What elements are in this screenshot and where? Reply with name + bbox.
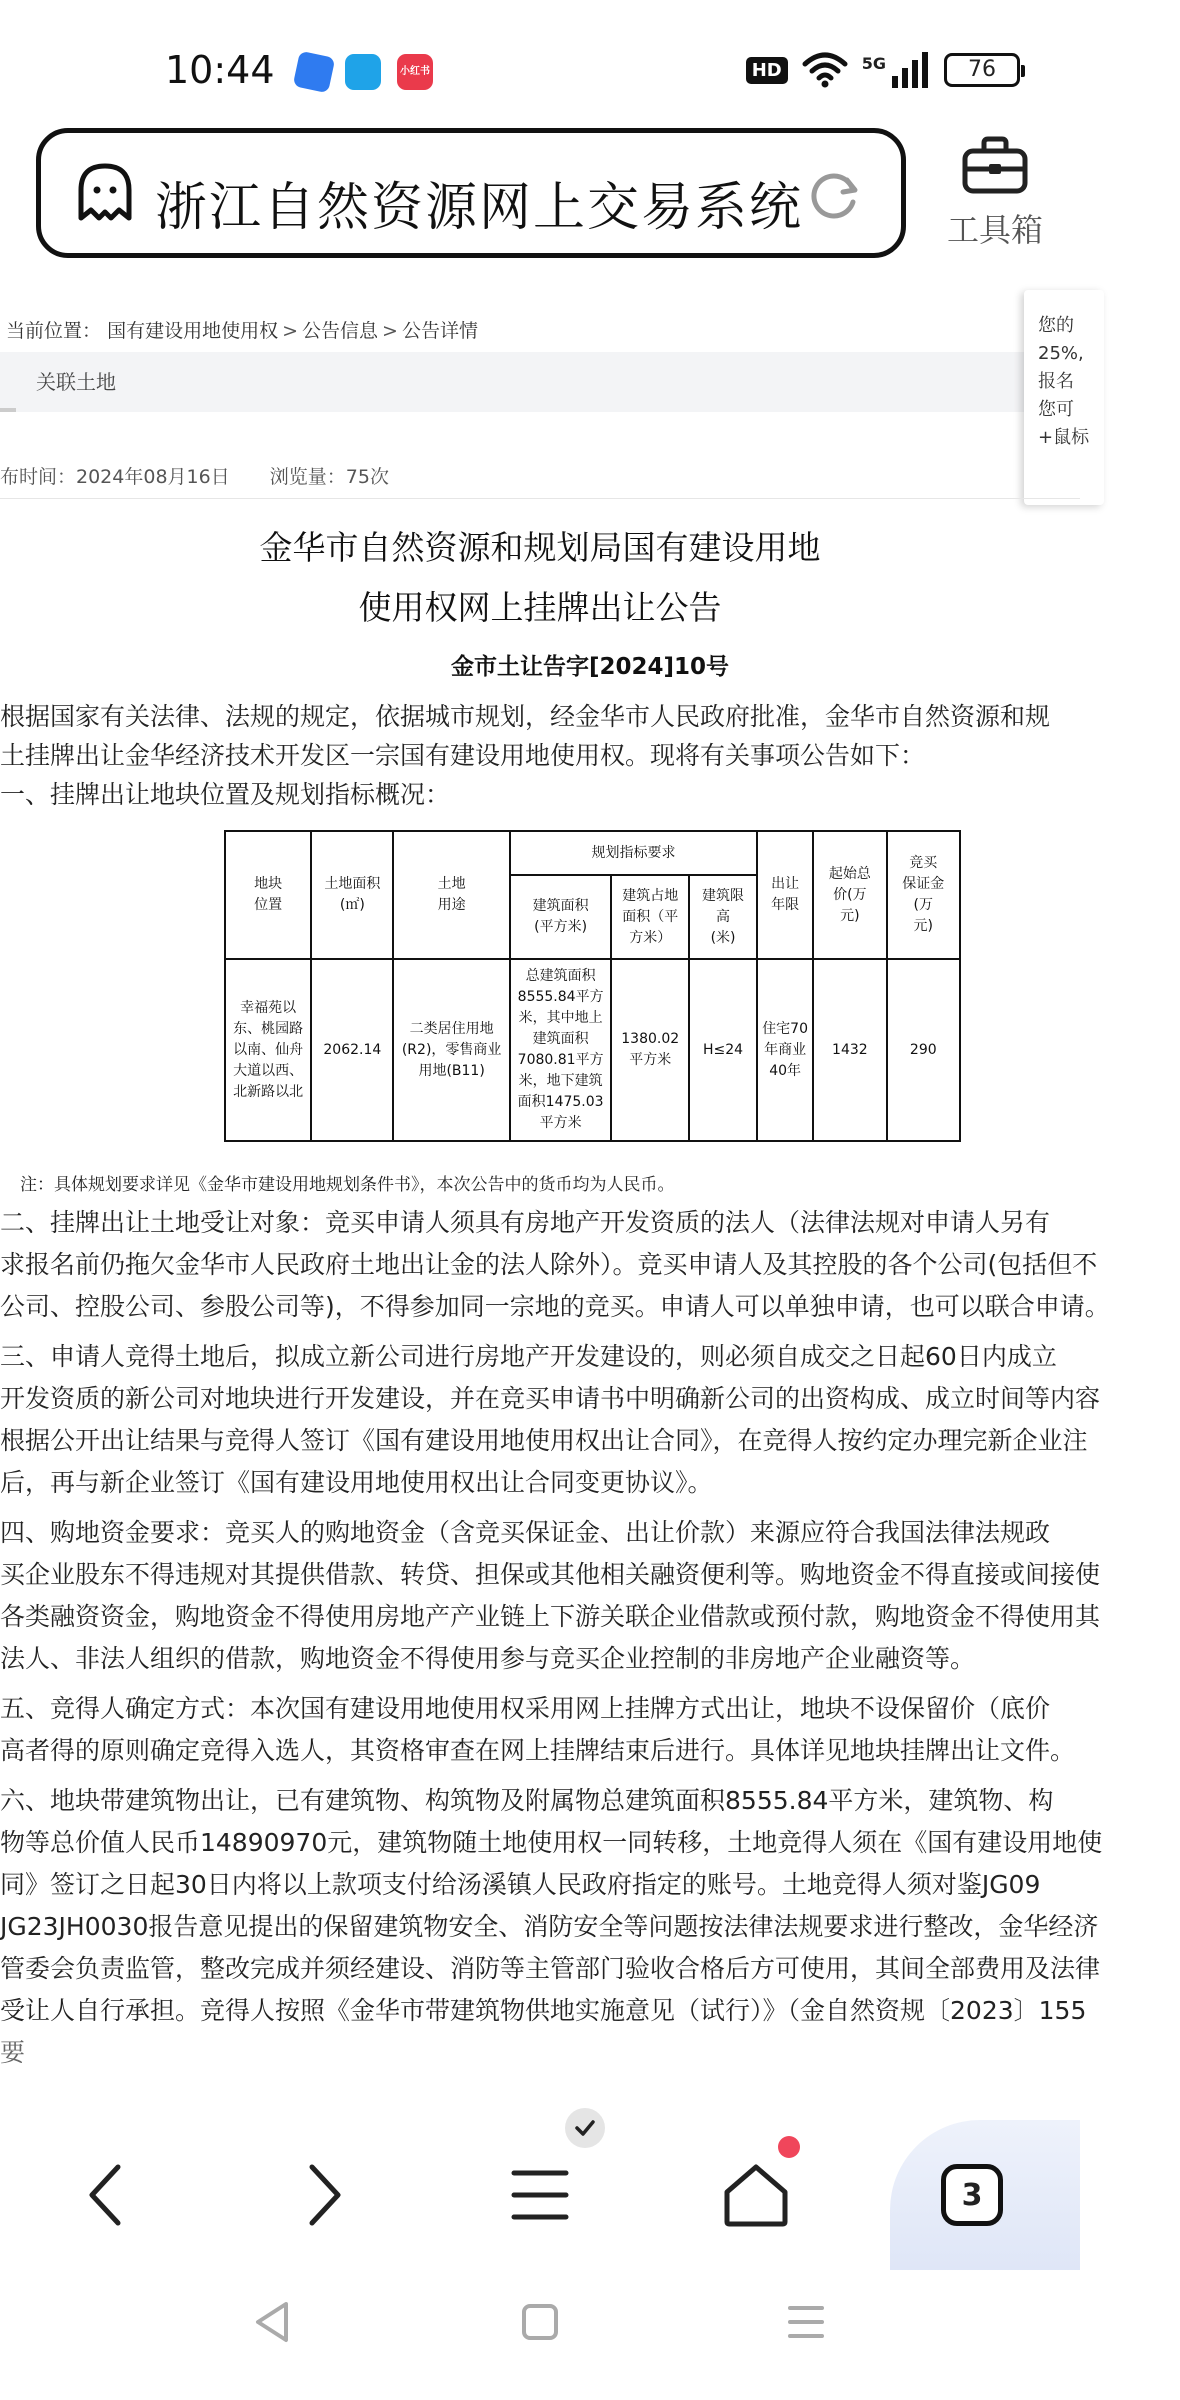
app-notification-icon	[345, 54, 381, 90]
td-start-price: 1432	[813, 959, 886, 1141]
th-area: 土地面积 (㎡)	[311, 831, 393, 959]
paragraph-line: 管委会负责监管，整改完成并须经建设、消防等主管部门验收合格后方可使用，其间全部费用及法律	[0, 1954, 1101, 1983]
browser-bottom-nav	[0, 2120, 1080, 2270]
system-navigation-bar	[0, 2270, 1080, 2400]
side-tip-line: 您的	[1038, 315, 1074, 336]
td-floor-area: 总建筑面积8555.84平方米，其中地上建筑面积7080.81平方米，地下建筑面积1475.03平方米	[510, 959, 611, 1141]
notice-number: 金市土让告字[2024]10号	[450, 654, 730, 680]
toolbox-label: 工具箱	[946, 211, 1043, 249]
notice-title-line1: 金华市自然资源和规划局国有建设用地	[259, 528, 821, 567]
side-tip-line: 报名	[1038, 371, 1074, 392]
xiaohongshu-notification-icon: 小红书	[397, 54, 433, 90]
app-notification-icon	[293, 51, 336, 94]
system-back-icon[interactable]	[252, 2300, 292, 2344]
page-title[interactable]: 浙江自然资源网上交易系统	[155, 178, 804, 238]
home-button[interactable]	[706, 2150, 806, 2240]
td-use: 二类居住用地(R2)，零售商业用地(B11)	[393, 959, 510, 1141]
status-time: 10:44	[165, 48, 275, 92]
wifi-icon	[802, 52, 848, 88]
td-location: 幸福苑以东、桃园路以南、仙舟大道以西、北新路以北	[225, 959, 311, 1141]
tab-related-land[interactable]: 关联土地	[36, 370, 116, 394]
breadcrumb-link[interactable]: 公告信息	[302, 320, 379, 342]
system-home-icon[interactable]	[520, 2302, 560, 2342]
td-term: 住宅70年商业40年	[757, 959, 813, 1141]
th-footprint: 建筑占地 面积（平 方米）	[611, 875, 689, 959]
td-deposit: 290	[887, 959, 960, 1141]
menu-icon	[510, 2167, 570, 2223]
th-deposit: 竞买 保证金 (万 元)	[887, 831, 960, 959]
address-bar[interactable]	[36, 128, 906, 258]
tab-indicator	[0, 408, 16, 412]
paragraph-line: 二、挂牌出让土地受让对象：竞买申请人须具有房地产开发资质的法人（法律法规对申请人另有	[0, 1208, 1051, 1237]
td-footprint: 1380.02平方米	[611, 959, 689, 1141]
chevron-right-icon	[304, 2163, 344, 2227]
status-bar	[0, 0, 1080, 130]
web-content[interactable]	[0, 290, 1110, 2120]
hd-badge: HD	[746, 57, 788, 84]
site-mascot-icon	[73, 160, 137, 224]
publish-time: 布时间：2024年08月16日	[0, 466, 230, 488]
paragraph-line: 三、申请人竞得土地后，拟成立新公司进行房地产开发建设的，则必须自成交之日起60日内成立	[0, 1342, 1057, 1371]
paragraph-line: 买企业股东不得违规对其提供借款、转贷、担保或其他相关融资便利等。购地资金不得直接或间接使	[0, 1560, 1101, 1589]
paragraph-line: 高者得的原则确定竞得入选人，其资格审查在网上挂牌结束后进行。具体详见地块挂牌出让文件。	[0, 1736, 1076, 1765]
paragraph-line: 法人、非法人组织的借款，购地资金不得使用参与竞买企业控制的非房地产企业融资等。	[0, 1644, 976, 1673]
th-floor-area: 建筑面积 (平方米)	[510, 875, 611, 959]
th-planning: 规划指标要求	[510, 831, 757, 875]
chevron-left-icon	[86, 2163, 126, 2227]
reload-icon[interactable]	[807, 168, 863, 224]
signal-icon	[890, 52, 930, 88]
paragraph-line: 五、竞得人确定方式：本次国有建设用地使用权采用网上挂牌方式出让，地块不设保留价（底价	[0, 1694, 1051, 1723]
battery-indicator: 76	[944, 53, 1020, 87]
toolbox-button[interactable]	[940, 135, 1050, 255]
tab-count: 3	[941, 2164, 1003, 2226]
forward-button[interactable]	[274, 2150, 374, 2240]
th-use: 土地 用途	[393, 831, 510, 959]
paragraph-line: 根据国家有关法律、法规的规定，依据城市规划，经金华市人民政府批准，金华市自然资源和规	[0, 702, 1051, 731]
paragraph-line: 土挂牌出让金华经济技术开发区一宗国有建设用地使用权。现将有关事项公告如下：	[0, 741, 926, 770]
tab-strip	[0, 352, 1030, 412]
table-note: 注：具体规划要求详见《金华市建设用地规划条件书》，本次公告中的货币均为人民币。	[20, 1175, 675, 1195]
paragraph-line: 同》签订之日起30日内将以上款项支付给汤溪镇人民政府指定的账号。土地竞得人须对鉴JG09	[0, 1870, 1041, 1899]
network-type: 5G	[861, 53, 886, 73]
paragraph-line: 物等总价值人民币14890970元，建筑物随土地使用权一同转移，土地竞得人须在《国有建设用地使	[0, 1828, 1103, 1857]
land-info-table	[224, 830, 961, 1142]
divider	[0, 498, 1080, 499]
paragraph-line: 六、地块带建筑物出让，已有建筑物、构筑物及附属物总建筑面积8555.84平方米，建筑物、构	[0, 1786, 1054, 1815]
breadcrumb-link[interactable]: 国有建设用地使用权	[107, 320, 279, 342]
paragraph-line: 根据公开出让结果与竞得人签订《国有建设用地使用权出让合同》，在竞得人按约定办理完新企业注	[0, 1426, 1088, 1455]
breadcrumb: 当前位置： 国有建设用地使用权 > 公告信息 > 公告详情	[6, 320, 478, 342]
notification-dot	[778, 2136, 800, 2158]
side-tip-popup[interactable]	[1024, 290, 1104, 505]
th-term: 出让 年限	[757, 831, 813, 959]
status-indicators	[746, 50, 1020, 90]
td-area: 2062.14	[311, 959, 393, 1141]
paragraph-line: JG23JH0030报告意见提出的保留建筑物安全、消防安全等问题按法律法规要求进行整改，金华经济	[0, 1912, 1099, 1941]
paragraph-line: 要	[0, 2038, 26, 2067]
paragraph-line: 后，再与新企业签订《国有建设用地使用权出让合同变更协议》。	[0, 1468, 713, 1497]
view-count: 浏览量：75次	[269, 466, 389, 488]
system-recents-icon[interactable]	[786, 2302, 826, 2342]
check-badge-icon	[565, 2108, 605, 2148]
section-heading: 一、挂牌出让地块位置及规划指标概况：	[0, 780, 451, 809]
tabs-button[interactable]	[922, 2150, 1022, 2240]
article-meta	[0, 462, 423, 489]
breadcrumb-current: 公告详情	[401, 320, 478, 342]
toolbox-icon	[960, 135, 1030, 195]
side-tip-line: 25%,	[1038, 343, 1084, 364]
side-tip-line: +鼠标	[1038, 427, 1090, 448]
paragraph-line: 开发资质的新公司对地块进行开发建设，并在竞买申请书中明确新公司的出资构成、成立时间等内容	[0, 1384, 1101, 1413]
paragraph-line: 公司、控股公司、参股公司等)，不得参加同一宗地的竞买。申请人可以单独申请，也可以联合申请。	[0, 1292, 1110, 1321]
home-icon	[721, 2162, 791, 2228]
paragraph-line: 各类融资资金，购地资金不得使用房地产产业链上下游关联企业借款或预付款，购地资金不得使用其	[0, 1602, 1101, 1631]
menu-button[interactable]	[490, 2150, 590, 2240]
paragraph-line: 四、购地资金要求：竞买人的购地资金（含竞买保证金、出让价款）来源应符合我国法律法规政	[0, 1518, 1051, 1547]
th-start-price: 起始总 价(万 元)	[813, 831, 886, 959]
side-tip-line: 您可	[1038, 399, 1074, 420]
td-height: H≤24	[689, 959, 757, 1141]
paragraph-line: 受让人自行承担。竞得人按照《金华市带建筑物供地实施意见（试行）》（金自然资规〔2023〕155	[0, 1996, 1087, 2025]
th-location: 地块 位置	[225, 831, 311, 959]
back-button[interactable]	[56, 2150, 156, 2240]
notice-title-line2: 使用权网上挂牌出让公告	[358, 588, 722, 627]
breadcrumb-prefix: 当前位置：	[6, 320, 102, 342]
paragraph-line: 求报名前仍拖欠金华市人民政府土地出让金的法人除外）。竞买申请人及其控股的各个公司(包括但不	[0, 1250, 1098, 1279]
th-height: 建筑限 高 (米)	[689, 875, 757, 959]
